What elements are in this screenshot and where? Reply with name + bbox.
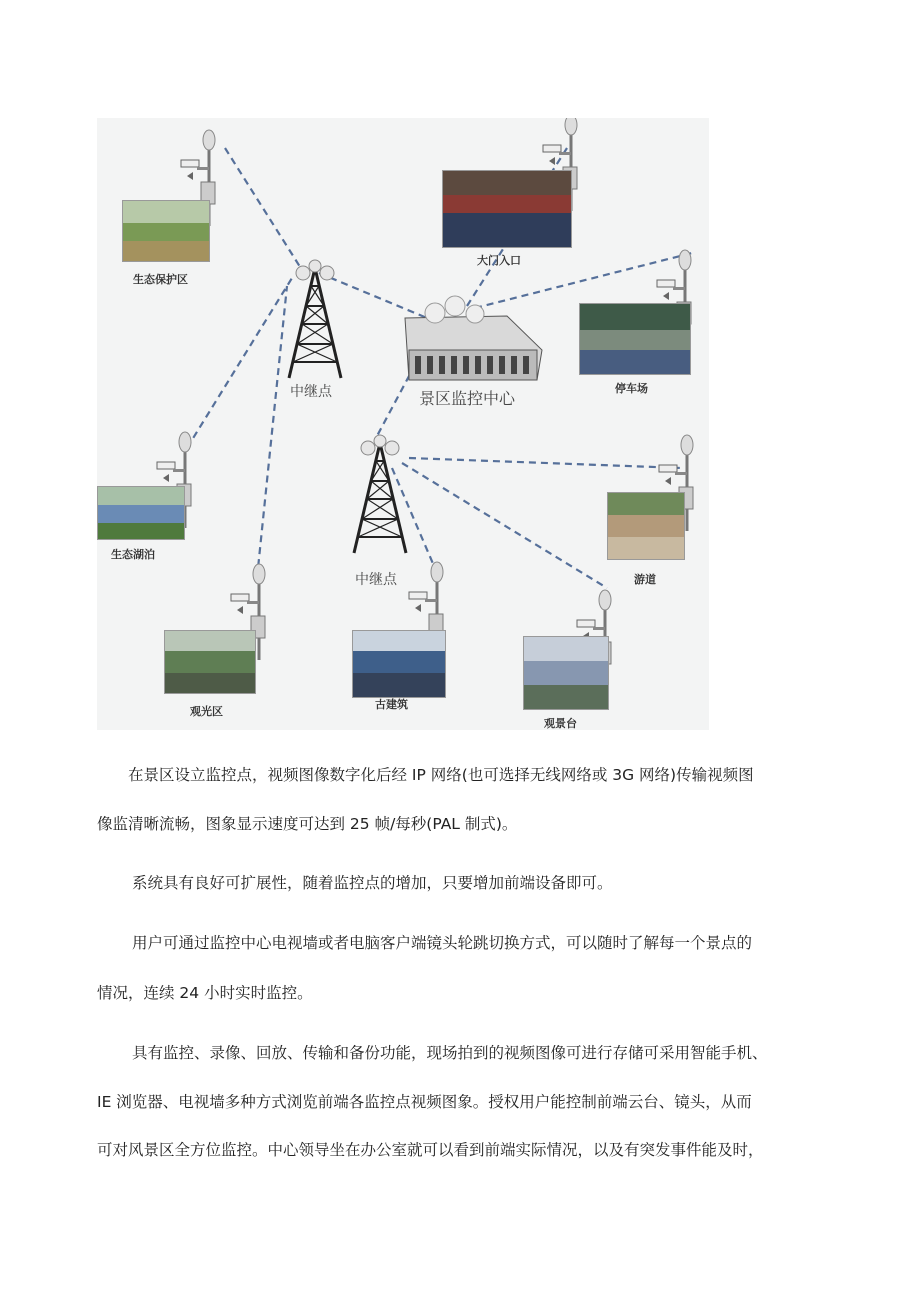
label-relay-top: 中继点 [290,384,332,400]
label-relay-bottom: 中继点 [355,572,397,588]
text-line: 系统具有良好可扩展性，随着监控点的增加，只要增加前端设备即可。 [132,874,613,892]
relay-tower-bottom [354,435,406,553]
photo-eco-lake [97,486,185,540]
photo-trail [607,492,685,560]
text-line: 像监清晰流畅，图象显示速度可达到 25 帧/每秒(PAL 制式)。 [97,815,518,833]
paragraph-4 [97,1043,827,1167]
photo-sightseeing [164,630,256,694]
photo-parking [579,303,691,375]
label-parking: 停车场 [615,382,648,395]
label-eco-reserve: 生态保护区 [133,273,188,286]
text-line: 情况，连续 24 小时实时监控。 [97,984,313,1002]
photo-viewing-platform [523,636,609,710]
label-viewing-platform: 观景台 [544,717,577,730]
label-ancient-building: 古建筑 [375,698,408,711]
paragraph-2 [97,873,827,897]
text-line: 在景区设立监控点，视频图像数字化后经 IP 网络(也可选择无线网络或 3G 网络)传输视频图 [128,766,754,784]
text-line: 用户可通过监控中心电视墙或者电脑客户端镜头轮跳切换方式，可以随时了解每一个景点的 [132,934,753,952]
text-line: IE 浏览器、电视墙多种方式浏览前端各监控点视频图象。授权用户能控制前端云台、镜头，从而 [97,1093,752,1111]
photo-ancient-building [352,630,446,698]
relay-tower-top [289,260,341,378]
label-eco-lake: 生态湖泊 [111,548,155,561]
monitoring-center-building [405,296,542,380]
text-line: 可对风景区全方位监控。中心领导坐在办公室就可以看到前端实际情况，以及有突发事件能及时， [97,1141,764,1159]
photo-main-gate [442,170,572,248]
paragraph-1 [97,765,827,835]
label-main-gate: 大门入口 [477,254,521,267]
paragraph-3 [97,933,827,1003]
label-sightseeing: 观光区 [190,705,223,718]
photo-eco-reserve [122,200,210,262]
text-line: 具有监控、录像、回放、传输和备份功能，现场拍到的视频图像可进行存储可采用智能手机、 [132,1044,768,1062]
label-trail: 游道 [634,573,656,586]
label-monitoring-center: 景区监控中心 [419,389,516,408]
network-diagram [97,118,709,730]
